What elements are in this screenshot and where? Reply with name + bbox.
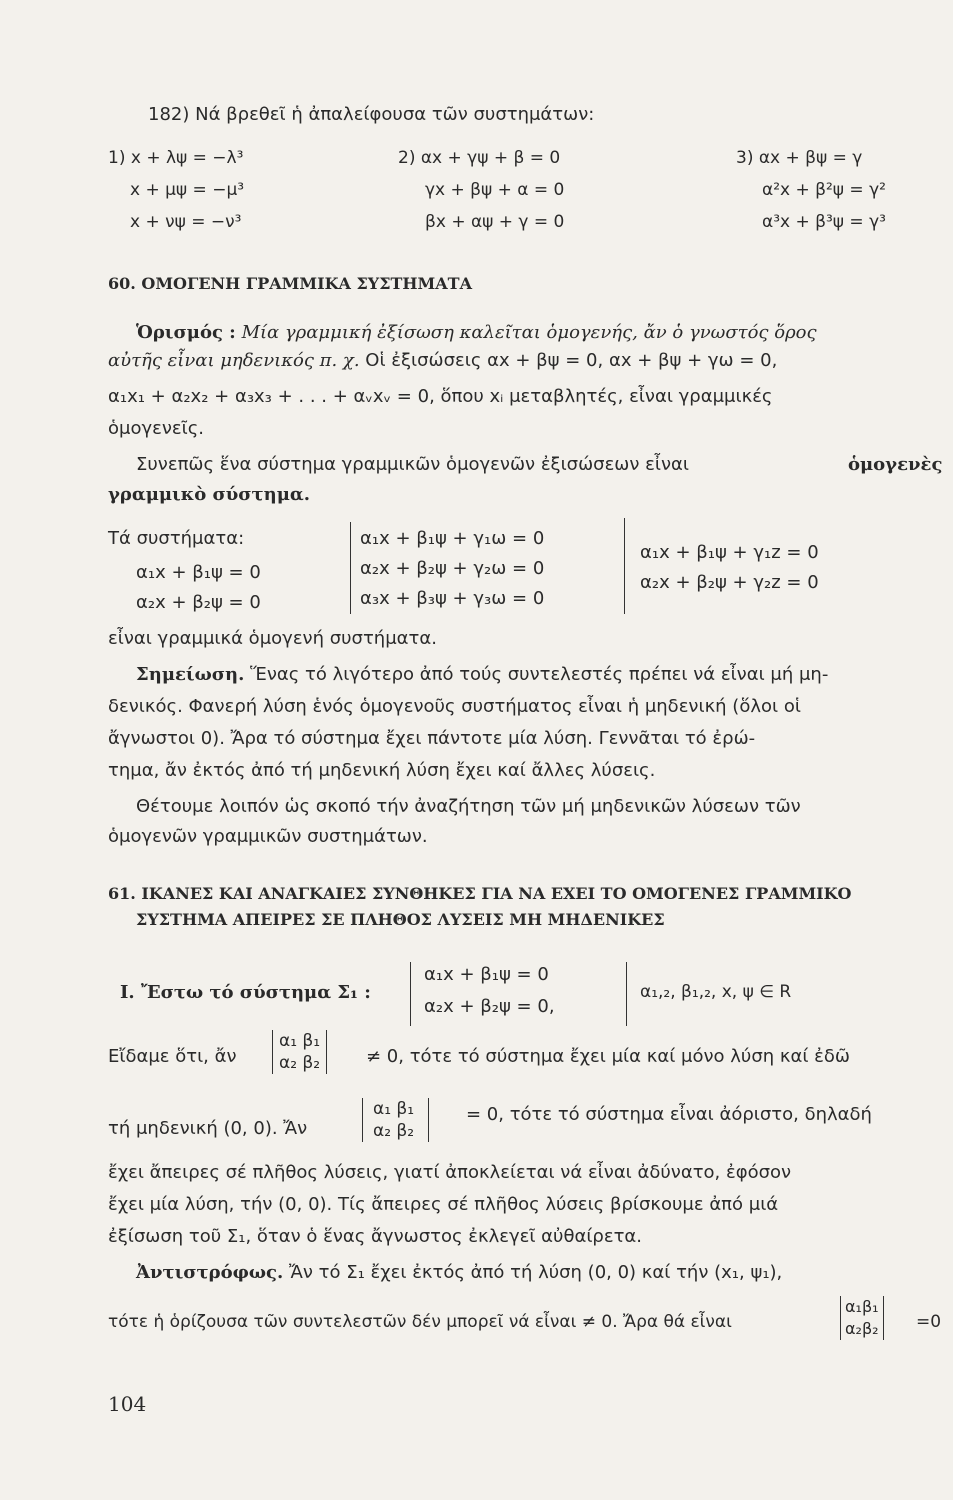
section-61-title-1: 61. ΙΚΑΝΕΣ ΚΑΙ ΑΝΑΓΚΑΙΕΣ ΣΥΝΘΗΚΕΣ ΓΙΑ ΝΑ ΕΧΕΙ ΤΟ ΟΜΟΓΕΝΕΣ ΓΡΑΜΜΙΚΟ (108, 884, 852, 903)
sys1-eq2: x + μψ = −μ³ (130, 180, 245, 200)
note-line-2: δενικός. Φανερή λύση ἑνός ὁμογενοῦς συστήματος εἶναι ἡ μηδενική (ὅλοι οἱ (108, 696, 801, 717)
systems-label: Τά συστήματα: (108, 528, 245, 549)
goal-line-2: ὁμογενῶν γραμμικῶν συστημάτων. (108, 826, 428, 847)
para-line-3: ἐξίσωση τοῦ Σ₁, ὅταν ὁ ἕνας ἄγνωστος ἐκλεγεῖ αὐθαίρετα. (108, 1226, 642, 1247)
sysB-eq3: α₃x + β₃ψ + γ₃ω = 0 (360, 588, 545, 609)
sysA-eq1: α₁x + β₁ψ = 0 (136, 562, 261, 583)
goal-line-1: Θέτουμε λοιπόν ὡς σκοπό τήν ἀναζήτηση τῶν μή μηδενικῶν λύσεων τῶν (136, 796, 801, 817)
det1-row1: α₁ β₁ (279, 1031, 321, 1051)
determinant-2 (362, 1098, 429, 1142)
det3-row1: α₁β₁ (845, 1297, 879, 1316)
sys2-eq2: γx + βψ + α = 0 (425, 180, 565, 200)
converse-line (136, 1262, 782, 1283)
det1-row2: α₂ β₂ (279, 1053, 321, 1073)
case-bar-right (626, 962, 627, 1026)
determinant-1 (272, 1030, 327, 1074)
case-eq1: α₁x + β₁ψ = 0 (424, 964, 549, 985)
note-line-4: τημα, ἄν ἐκτός ἀπό τή μηδενική λύση ἔχει καί ἄλλες λύσεις. (108, 760, 656, 781)
sysC-eq1: α₁x + β₁ψ + γ₁z = 0 (640, 542, 819, 563)
case-eq2: α₂x + β₂ψ = 0, (424, 996, 555, 1017)
sys3-eq2: α²x + β²ψ = γ² (762, 180, 886, 200)
zero-before: τή μηδενική (0, 0). Ἄν (108, 1118, 308, 1139)
converse-label: Ἀντιστρόφως. (136, 1262, 284, 1283)
seen-after: ≠ 0, τότε τό σύστημα ἔχει μία καί μόνο λύση καί ἐδῶ (366, 1046, 850, 1067)
sys2-eq3: βx + αψ + γ = 0 (425, 212, 565, 232)
sys1-eq3: x + νψ = −ν³ (130, 212, 242, 232)
case-label: Ι. Ἔστω τό σύστημα Σ₁ : (120, 982, 371, 1003)
note-line-3: ἄγνωστοι 0). Ἄρα τό σύστημα ἔχει πάντοτε μία λύση. Γεννᾶται τό ἐρώ- (108, 728, 756, 749)
converse-text: Ἄν τό Σ₁ ἔχει ἐκτός ἀπό τή λύση (0, 0) καί τήν (x₁, ψ₁), (289, 1262, 783, 1283)
note-line-1 (136, 664, 828, 685)
compound-text: Συνεπῶς ἕνα σύστημα γραμμικῶν ὁμογενῶν ἐξισώσεων εἶναι (136, 454, 689, 475)
last-before: τότε ἡ ὁρίζουσα τῶν συντελεστῶν δέν μπορεῖ νά εἶναι ≠ 0. Ἄρα θά εἶναι (108, 1312, 732, 1332)
zero-after: = 0, τότε τό σύστημα εἶναι ἀόριστο, δηλαδή (466, 1104, 872, 1125)
page-number: 104 (108, 1392, 147, 1416)
section-60-title: 60. ΟΜΟΓΕΝΗ ΓΡΑΜΜΙΚΑ ΣΥΣΤΗΜΑΤΑ (108, 274, 472, 293)
determinant-3 (840, 1296, 884, 1340)
definition-label: Ὁρισμός : (136, 322, 236, 343)
sysB-eq1: α₁x + β₁ψ + γ₁ω = 0 (360, 528, 545, 549)
definition-line-2 (108, 350, 777, 371)
case-bar-left (410, 962, 411, 1026)
problem-182-heading: 182) Νά βρεθεῖ ἡ ἀπαλείφουσα τῶν συστημάτων: (148, 104, 595, 125)
compound-line-1 (136, 454, 953, 475)
systems-after: εἶναι γραμμικά ὁμογενή συστήματα. (108, 628, 437, 649)
definition-italic-2: αὐτῆς εἶναι μηδενικός π. χ. (108, 350, 360, 371)
sys3-eq3: α³x + β³ψ = γ³ (762, 212, 886, 232)
sysA-eq2: α₂x + β₂ψ = 0 (136, 592, 261, 613)
definition-rest-2: Οἱ ἐξισώσεις αx + βψ = 0, αx + βψ + γω = 0, (365, 350, 778, 371)
sys2-eq1: 2) αx + γψ + β = 0 (398, 148, 561, 168)
det2-row1: α₁ β₁ (373, 1099, 415, 1119)
definition-line-4: ὁμογενεῖς. (108, 418, 205, 439)
compound-line-2: γραμμικὸ σύστημα. (108, 484, 311, 505)
definition-line-3: α₁x₁ + α₂x₂ + α₃x₃ + . . . + αᵥxᵥ = 0, ὅπου xᵢ μεταβλητές, εἶναι γραμμικές (108, 386, 773, 407)
last-after: =0 (916, 1312, 942, 1332)
para-line-1: ἔχει ἄπειρες σέ πλῆθος λύσεις, γιατί ἀποκλείεται νά εἶναι ἀδύνατο, ἐφόσον (108, 1162, 792, 1183)
compound-bold-word: ὁμογενὲς (848, 454, 943, 475)
sysB-eq2: α₂x + β₂ψ + γ₂ω = 0 (360, 558, 545, 579)
note-text-1: Ἕνας τό λιγότερο ἀπό τούς συντελεστές πρέπει νά εἶναι μή μη- (250, 664, 829, 685)
sysC-eq2: α₂x + β₂ψ + γ₂z = 0 (640, 572, 819, 593)
definition-italic-1: Μία γραμμική ἐξίσωση καλεῖται ὁμογενής, ἄν ὁ γνωστός ὅρος (241, 322, 817, 343)
note-label: Σημείωση. (136, 664, 245, 685)
seen-before: Εἴδαμε ὅτι, ἄν (108, 1046, 237, 1067)
case-domain: α₁,₂, β₁,₂, x, ψ ∈ R (640, 982, 792, 1002)
det2-row2: α₂ β₂ (373, 1121, 415, 1141)
sys3-eq1: 3) αx + βψ = γ (736, 148, 863, 168)
definition-line-1 (136, 322, 817, 343)
section-61-title-2: ΣΥΣΤΗΜΑ ΑΠΕΙΡΕΣ ΣΕ ΠΛΗΘΟΣ ΛΥΣΕΙΣ ΜΗ ΜΗΔΕΝΙΚΕΣ (136, 910, 665, 929)
table-divider-1 (350, 522, 351, 614)
det3-row2: α₂β₂ (845, 1319, 879, 1338)
sys1-eq1: 1) x + λψ = −λ³ (108, 148, 244, 168)
para-line-2: ἔχει μία λύση, τήν (0, 0). Τίς ἄπειρες σέ πλῆθος λύσεις βρίσκουμε ἀπό μιά (108, 1194, 779, 1215)
table-divider-2 (624, 518, 625, 614)
